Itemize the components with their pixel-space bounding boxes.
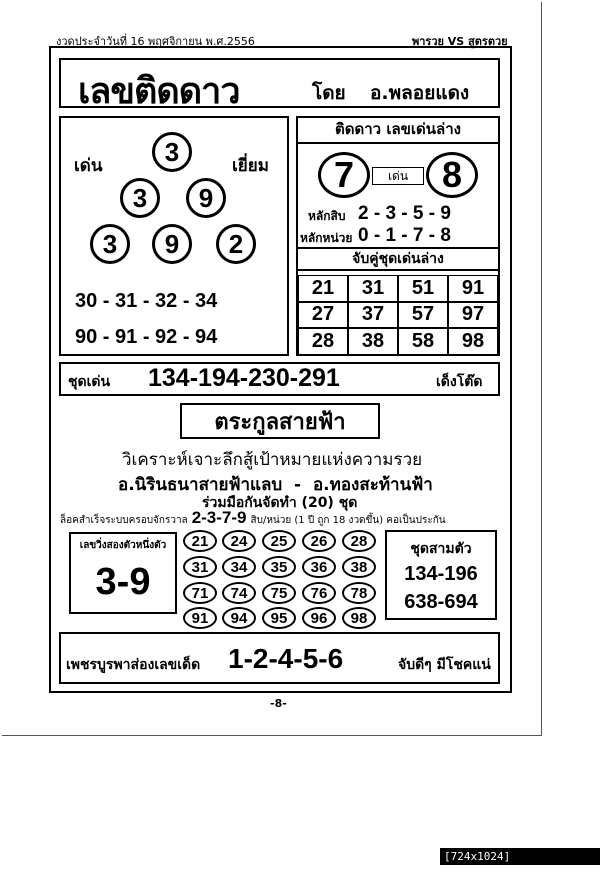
pair-cell: 38 [348, 328, 398, 355]
title-by: โดย [312, 82, 346, 104]
bottom-mid-label: เด่น [372, 167, 424, 185]
two-digit-value: 3-9 [95, 560, 151, 603]
number-oval: 31 [183, 556, 217, 578]
bottom-right-digit: 8 [426, 152, 478, 198]
section2-collab: ร่วมมือกันจัดทำ (20) ชุด [202, 495, 358, 511]
pyramid-row2-digit: 3 [120, 178, 160, 218]
pyramid-line2: 90 - 91 - 92 - 94 [75, 326, 218, 348]
units-digits: 0 - 1 - 7 - 8 [358, 225, 451, 246]
publication-name: พารวย VS สูตรตวย [412, 35, 508, 48]
watermark: [724x1024] https://upic.me/ [440, 848, 600, 865]
pair-cell: 31 [348, 275, 398, 302]
three-digit-line1: 134-196 [404, 563, 478, 585]
number-oval: 25 [262, 530, 296, 552]
number-oval: 94 [222, 607, 256, 629]
number-oval: 71 [183, 582, 217, 604]
lock-post: สิบ/หน่วย (1 ปี ถูก 18 งวดขึ้น) คอเป็นประกัน [250, 515, 446, 526]
tens-digits: 2 - 3 - 5 - 9 [358, 203, 451, 224]
number-oval: 28 [342, 530, 376, 552]
number-oval: 36 [302, 556, 336, 578]
number-oval: 91 [183, 607, 217, 629]
bottom-panel-title: ติดดาว เลขเด่นล่าง [296, 116, 500, 144]
number-oval: 96 [302, 607, 336, 629]
number-oval: 26 [302, 530, 336, 552]
pair-cell: 37 [348, 302, 398, 329]
pyramid-row3-digit: 9 [152, 224, 192, 264]
page-title: เลขติดดาว [78, 70, 240, 111]
pyramid-label-left: เด่น [74, 156, 103, 176]
section2-title: ตระกูลสายฟ้า [180, 403, 380, 439]
footer-post: จับดีๆ มีโชคแน่ [398, 657, 491, 673]
number-oval: 24 [222, 530, 256, 552]
pair-cell: 97 [448, 302, 498, 329]
featured-suffix: เด็งโต๊ด [436, 374, 483, 390]
title-author: อ.พลอยแดง [370, 82, 470, 104]
featured-label: ชุดเด่น [68, 374, 111, 390]
number-oval: 78 [342, 582, 376, 604]
lock-pre: ล็อคสำเร็จระบบครอบจักรวาล [60, 515, 188, 526]
three-digit-line2: 638-694 [404, 591, 478, 613]
pyramid-top-digit: 3 [152, 132, 192, 172]
three-digit-label: ชุดสามตัว [410, 541, 472, 557]
lock-line [60, 508, 446, 528]
pair-cell: 91 [448, 275, 498, 302]
number-oval: 38 [342, 556, 376, 578]
bottom-left-digit: 7 [318, 152, 370, 198]
number-oval: 21 [183, 530, 217, 552]
pair-cell: 28 [298, 328, 348, 355]
units-label: หลักหน่วย [300, 231, 353, 245]
two-digit-label: เลขวิ่งสองตัวหนึ่งตัว [79, 540, 167, 551]
pyramid-line1: 30 - 31 - 32 - 34 [75, 290, 218, 312]
footer-pre: เพชรบูรพาส่องเลขเด็ด [66, 657, 201, 673]
section2-authors: อ.นิรินธนาสายฟ้าแลบ - อ.ทองสะท้านฟ้า [118, 475, 433, 495]
pair-cell: 57 [398, 302, 448, 329]
pairs-grid [298, 275, 498, 355]
pair-cell: 98 [448, 328, 498, 355]
number-oval: 95 [262, 607, 296, 629]
featured-numbers: 134-194-230-291 [148, 364, 340, 392]
pyramid-label-right: เยี่ยม [232, 156, 269, 176]
number-oval: 75 [262, 582, 296, 604]
pair-cell: 27 [298, 302, 348, 329]
pair-cell: 21 [298, 275, 348, 302]
number-oval: 76 [302, 582, 336, 604]
section2-subtitle: วิเคราะห์เจาะลึกสู้เป้าหมายแห่งความรวย [122, 450, 423, 470]
pyramid-row3-digit: 2 [216, 224, 256, 264]
pairs-title: จับคู่ชุดเด่นล่าง [296, 247, 500, 271]
number-oval: 74 [222, 582, 256, 604]
pair-cell: 58 [398, 328, 448, 355]
number-oval: 98 [342, 607, 376, 629]
number-oval: 35 [262, 556, 296, 578]
tens-label: หลักสิบ [308, 209, 346, 223]
pyramid-row3-digit: 3 [90, 224, 130, 264]
pair-cell: 51 [398, 275, 448, 302]
number-oval: 34 [222, 556, 256, 578]
pyramid-row2-digit: 9 [186, 178, 226, 218]
footer-numbers: 1-2-4-5-6 [228, 643, 344, 674]
lock-numbers: 2-3-7-9 [191, 508, 247, 527]
date-line: งวดประจำวันที่ 16 พฤศจิกายน พ.ศ.2556 [56, 35, 255, 48]
page-number: -8- [270, 697, 287, 710]
